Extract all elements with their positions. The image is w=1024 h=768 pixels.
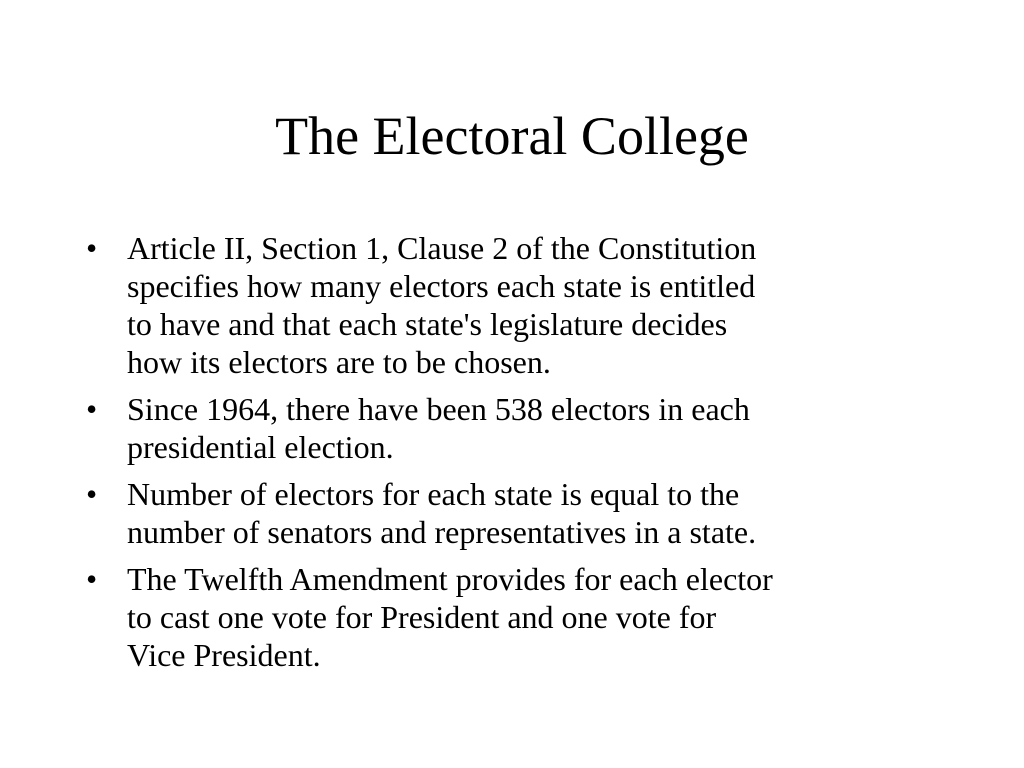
bullet-list [86, 229, 946, 683]
bullet-line: The Twelfth Amendment provides for each elector [127, 561, 773, 597]
bullet-line: to have and that each state's legislature decides [127, 306, 728, 342]
bullet-icon: • [86, 561, 98, 597]
bullet-line: Since 1964, there have been 538 electors in each [127, 391, 750, 427]
bullet-icon: • [86, 230, 98, 266]
bullet-line: Article II, Section 1, Clause 2 of the Constitution [127, 230, 757, 266]
bullet-line: how its electors are to be chosen. [127, 344, 551, 380]
bullet-item-538-electors [86, 390, 946, 466]
bullet-line: to cast one vote for President and one vote for [127, 599, 717, 635]
bullet-line: Number of electors for each state is equal to the [127, 476, 740, 512]
bullet-icon: • [86, 476, 98, 512]
slide-title: The Electoral College [275, 106, 749, 166]
bullet-line: presidential election. [127, 429, 394, 465]
bullet-line: Vice President. [127, 637, 321, 673]
bullet-line: specifies how many electors each state is entitled [127, 268, 756, 304]
bullet-icon: • [86, 391, 98, 427]
bullet-item-article-ii [86, 229, 946, 381]
bullet-item-twelfth-amendment [86, 560, 946, 674]
bullet-item-number-of-electors [86, 475, 946, 551]
bullet-line: number of senators and representatives in a state. [127, 514, 757, 550]
